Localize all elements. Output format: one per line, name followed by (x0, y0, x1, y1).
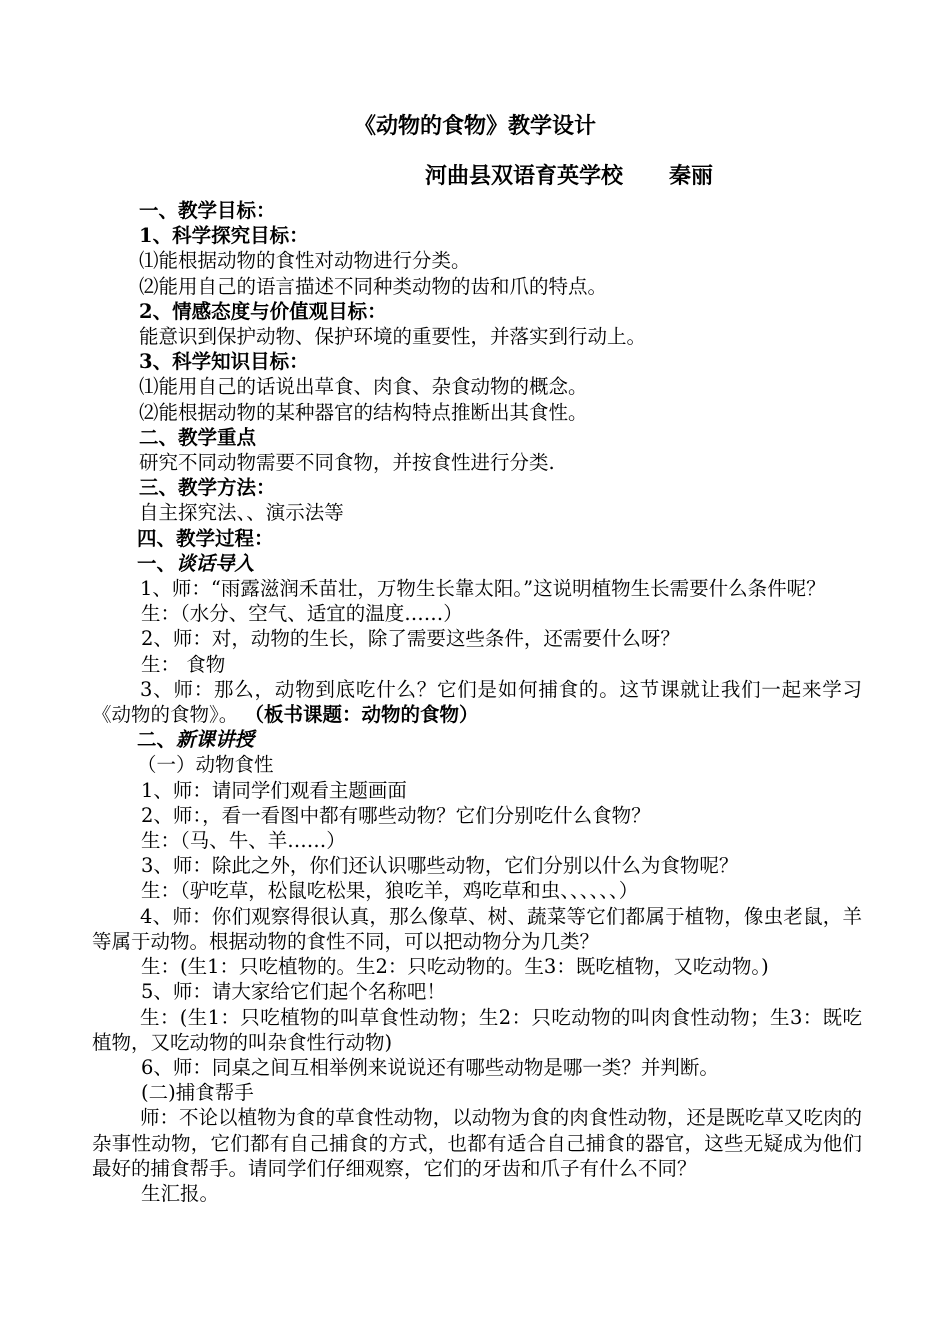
subheading-inquiry-goals: 1、科学探究目标： (139, 224, 309, 248)
dialogue-paragraph: 1、师：“雨露滋润禾苗壮，万物生长靠太阳。”这说明植物生长需要什么条件呢？ (140, 577, 826, 601)
dialogue-paragraph (92, 677, 862, 727)
heading-teaching-goals: 一、教学目标： (139, 199, 276, 222)
board-title-note: （板书课题：动物的食物） (244, 703, 479, 727)
goal-line: ⑴能用自己的话说出草食、肉食、杂食动物的概念。 (139, 375, 588, 399)
document-title: 《动物的食物》教学设计 (353, 113, 596, 139)
dialogue-line: 生汇报。 (141, 1181, 220, 1205)
subheading-attitude-goals: 2、情感态度与价值观目标： (139, 299, 387, 323)
heading-process: 四、教学过程： (137, 526, 274, 550)
dialogue-line: 3、师：除此之外，你们还认识哪些动物，它们分别以什么为食物呢？ (141, 854, 739, 878)
dialogue-text: 3、师：那么，动物到底吃什么？它们是如何捕食的。这节课就让我们一起来学习《动物的食物》。 (92, 677, 862, 727)
section-title: 谈话导入 (176, 551, 255, 575)
method-line: 自主探究法、、演示法等 (139, 501, 344, 525)
key-point-line: 研究不同动物需要不同食物，并按食性进行分类. (139, 451, 555, 475)
document-author: 河曲县双语育英学校 秦丽 (425, 163, 713, 189)
section-heading-intro (92, 551, 862, 576)
dialogue-line: 6、师：同桌之间互相举例来说说还有哪些动物是哪一类？并判断。 (141, 1055, 719, 1079)
dialogue-line: 2、师：对，动物的生长，除了需要这些条件，还需要什么呀？ (141, 627, 680, 651)
dialogue-paragraph: 4、师：你们观察得很认真，那么像草、树、蔬菜等它们都属于植物，像虫老鼠，羊等属于动物。根据动物的食性不同，可以把动物分为几类？ (92, 904, 862, 953)
goal-line: ⑴能根据动物的食性对动物进行分类。 (139, 249, 471, 273)
subheading-knowledge-goals: 3、科学知识目标： (139, 350, 309, 374)
section-title: 新课讲授 (176, 728, 255, 752)
dialogue-paragraph: 师：不论以植物为食的草食性动物，以动物为食的肉食性动物，还是既吃草又吃肉的杂事性动物，它们都有自己捕食的方式，也都有适合自己捕食的器官，这些无疑成为他们最好的捕食帮手。请同学们仔细观察，它们的牙齿和爪子有什么不同？ (92, 1106, 862, 1180)
subsection-title: (二)捕食帮手 (141, 1081, 254, 1105)
section-number: 二、 (137, 728, 177, 752)
section-heading-new-lesson (92, 727, 862, 752)
goal-line: ⑵能用自己的语言描述不同种类动物的齿和爪的特点。 (139, 274, 608, 298)
heading-methods: 三、教学方法： (139, 476, 276, 500)
subsection-title: （一）动物食性 (137, 753, 274, 777)
dialogue-line: 2、师：，看一看图中都有哪些动物？它们分别吃什么食物？ (141, 803, 651, 827)
section-number: 一、 (137, 551, 177, 575)
dialogue-line: 生： 食物 (141, 652, 226, 676)
dialogue-line: 生：（驴吃草，松鼠吃松果，狼吃羊，鸡吃草和虫、、、、、、） (141, 879, 639, 903)
goal-line: 能意识到保护动物、保护环境的重要性，并落实到行动上。 (139, 325, 647, 349)
document-body (92, 198, 862, 1206)
dialogue-line: 1、师：请同学们观看主题画面 (141, 778, 407, 802)
dialogue-line: 生：（马、牛、羊……） (141, 829, 346, 853)
goal-line: ⑵能根据动物的某种器官的结构特点推断出其食性。 (139, 400, 588, 424)
dialogue-paragraph: 生：(生1：只吃植物的叫草食性动物；生2：只吃动物的叫肉食性动物；生3：既吃植物，又吃动物的叫杂食性行动物) (92, 1005, 862, 1054)
dialogue-line: 生：(生1：只吃植物的。生2：只吃动物的。生3：既吃植物，又吃动物。) (141, 955, 769, 979)
dialogue-line: 5、师：请大家给它们起个名称吧！ (141, 980, 446, 1004)
heading-key-points: 二、教学重点 (139, 425, 257, 449)
dialogue-line: 生：（水分、空气、适宜的温度……） (141, 602, 463, 626)
